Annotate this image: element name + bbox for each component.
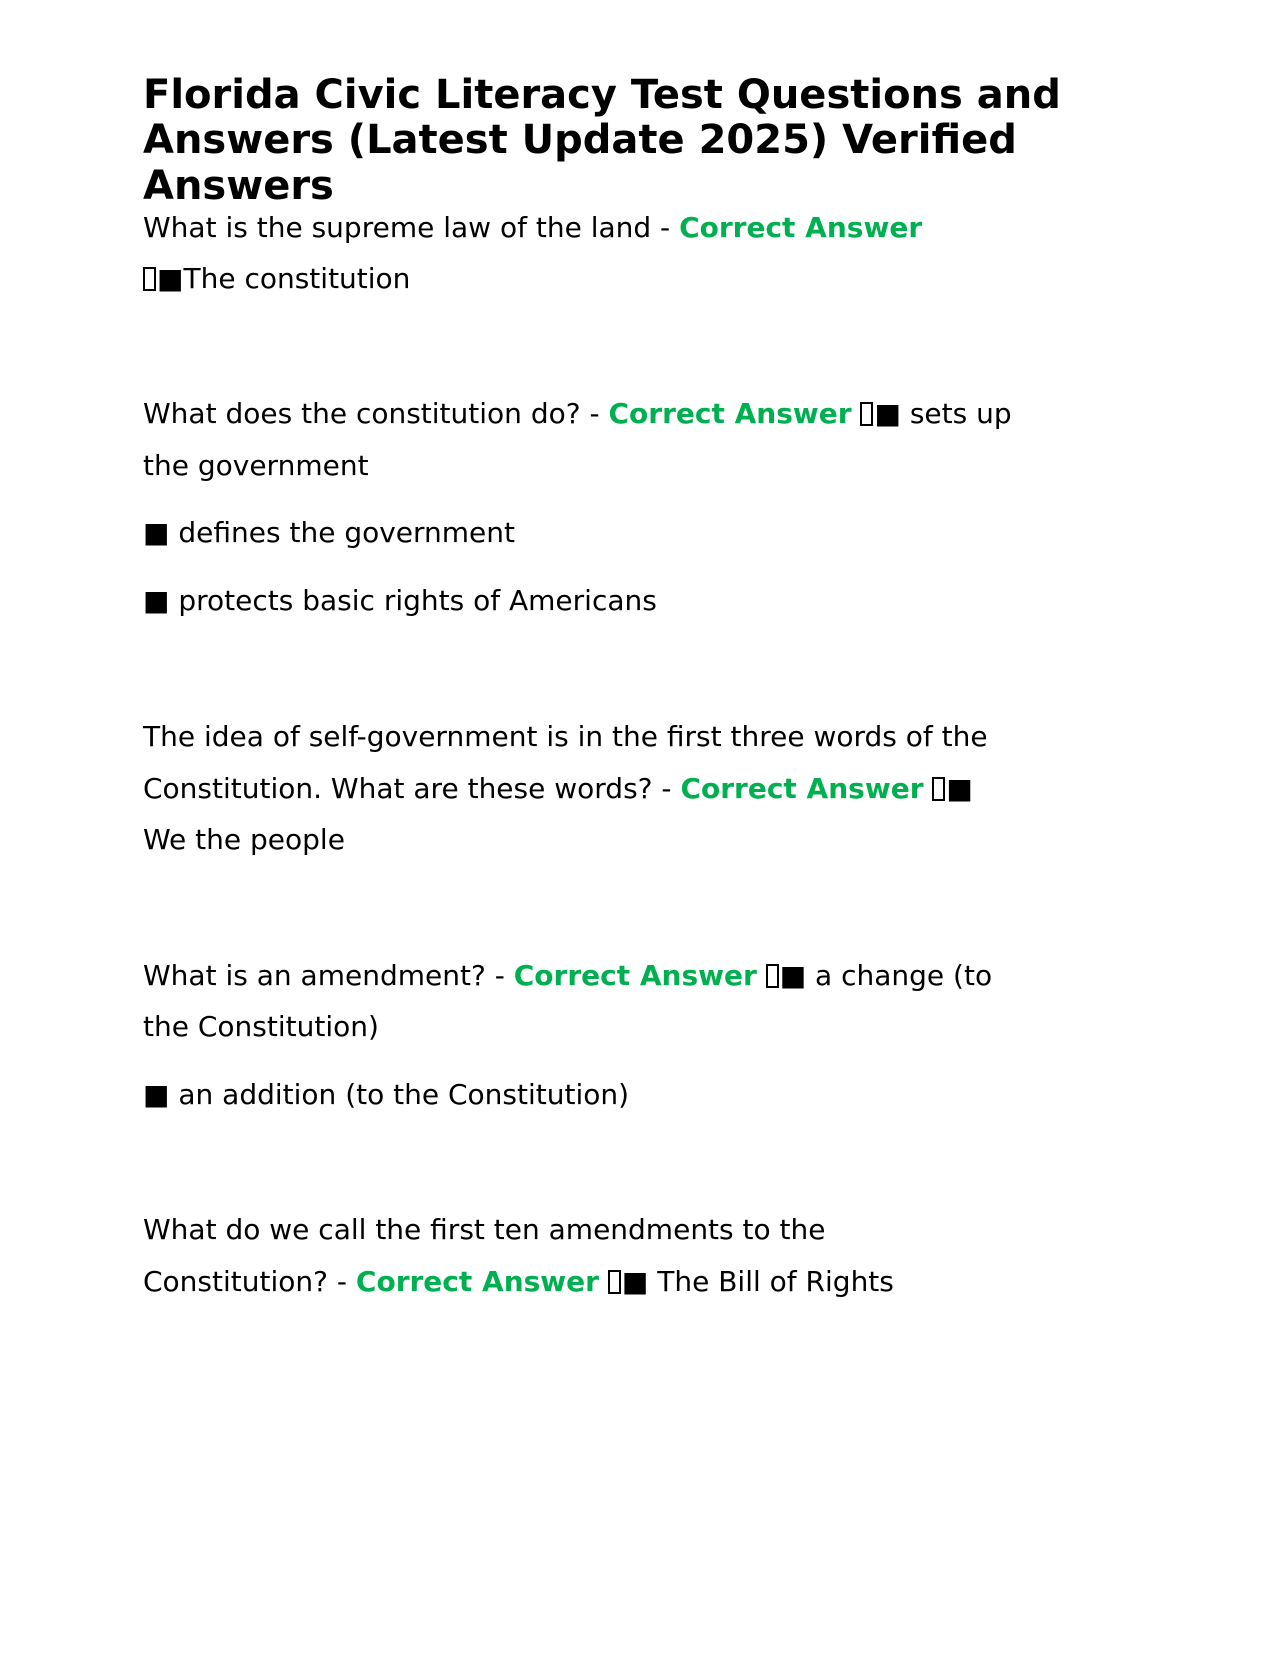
answer-text: The constitution — [183, 262, 411, 295]
question-text: Constitution? - — [143, 1265, 356, 1298]
placeholder-box-icon — [860, 402, 873, 426]
answer-text: a change (to — [806, 959, 993, 992]
bullet-icon: ■ — [621, 1265, 649, 1298]
answer-text: the Constitution) — [143, 1010, 379, 1043]
question-text: What does the constitution do? - — [143, 397, 609, 430]
correct-answer-label: Correct Answer — [355, 1265, 599, 1298]
bullet-icon: ■ — [779, 959, 807, 992]
question-text: What is the supreme law of the land - — [143, 211, 680, 244]
placeholder-box-icon — [766, 964, 779, 988]
answer-text: the government — [143, 449, 369, 482]
question-text: What do we call the first ten amendments to the — [143, 1213, 826, 1246]
answer-text: an addition (to the Constitution) — [169, 1078, 630, 1111]
title-line: Answers — [143, 163, 334, 209]
answer-text: defines the government — [169, 516, 516, 549]
answer-text: sets up — [900, 397, 1012, 430]
question-text: The idea of self-government is in the first three words of the — [143, 720, 988, 753]
placeholder-box-icon — [608, 1270, 621, 1294]
bullet-icon: ■ — [946, 772, 973, 805]
placeholder-box-icon — [143, 267, 156, 291]
question-text: Constitution. What are these words? - — [143, 772, 681, 805]
bullet-icon: ■ — [157, 262, 184, 295]
correct-answer-label: Correct Answer — [608, 397, 852, 430]
bullet-icon: ■ — [143, 516, 170, 549]
title-line: Florida Civic Literacy Test Questions and — [143, 72, 1061, 118]
bullet-icon: ■ — [143, 584, 170, 617]
correct-answer-label: Correct Answer — [680, 772, 924, 805]
bullet-icon: ■ — [143, 1078, 170, 1111]
answer-text: The Bill of Rights — [648, 1265, 894, 1298]
answer-text: We the people — [143, 823, 345, 856]
question-text: What is an amendment? - — [143, 959, 514, 992]
placeholder-box-icon — [932, 777, 945, 801]
correct-answer-label: Correct Answer — [679, 211, 923, 244]
answer-text: protects basic rights of Americans — [169, 584, 657, 617]
correct-answer-label: Correct Answer — [513, 959, 757, 992]
bullet-icon: ■ — [874, 397, 901, 430]
title-line: Answers (Latest Update 2025) Verified — [143, 117, 1017, 163]
